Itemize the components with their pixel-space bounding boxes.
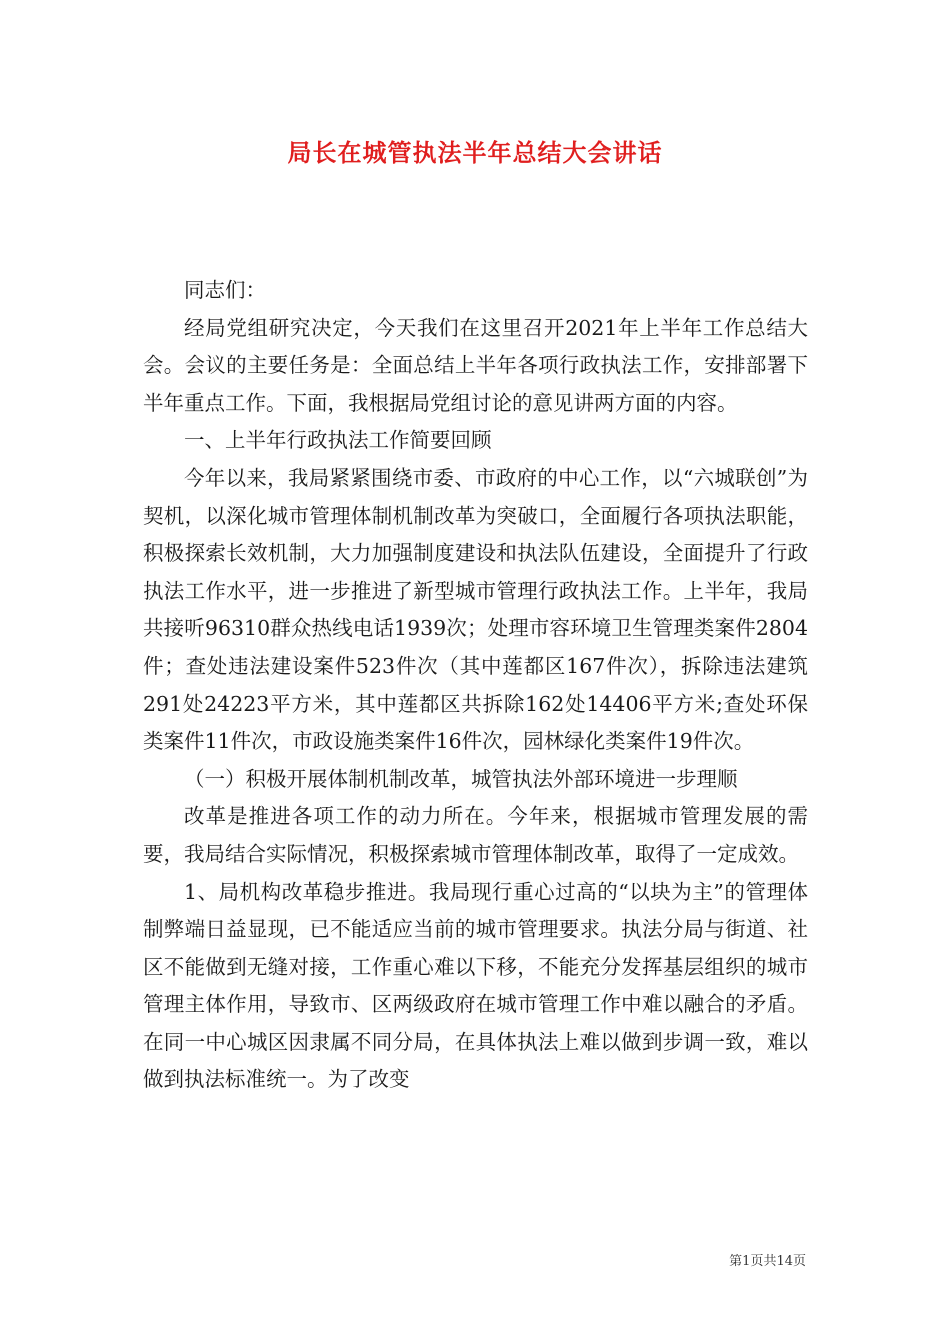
paragraph-intro: 经局党组研究决定，今天我们在这里召开2021年上半年工作总结大会。会议的主要任务是：全面总结上半年各项行政执法工作，安排部署下半年重点工作。下面，我根据局党组讨论的意见讲两方面的内容。 <box>143 315 808 415</box>
salutation: 同志们： <box>184 278 266 302</box>
document-body <box>143 272 808 1099</box>
page-indicator: 第1页共14页 <box>729 1254 806 1269</box>
paragraph-review: 今年以来，我局紧紧围绕市委、市政府的中心工作，以“六城联创”为契机，以深化城市管理体制机制改革为突破口，全面履行各项执法职能，积极探索长效机制，大力加强制度建设和执法队伍建设，全面提升了行政执法工作水平，进一步推进了新型城市管理行政执法工作。上半年，我局共接听96310群众热线电话1939次；处理市容环境卫生管理类案件2804件；查处违法建设案件523件次（其中莲都区167件次），拆除违法建筑291处24223平方米，其中莲都区共拆除162处14406平方米;查处环保类案件11件次，市政设施类案件16件次，园林绿化类案件19件次。 <box>143 465 808 754</box>
paragraph-item-1: 1、局机构改革稳步推进。我局现行重心过高的“以块为主”的管理体制弊端日益显现，已不能适应当前的城市管理要求。执法分局与街道、社区不能做到无缝对接，工作重心难以下移，不能充分发挥基层组织的城市管理主体作用，导致市、区两级政府在城市管理工作中难以融合的矛盾。在同一中心城区因隶属不同分局，在具体执法上难以做到步调一致，难以做到执法标准统一。为了改变 <box>143 879 808 1092</box>
paragraph-reform: 改革是推进各项工作的动力所在。今年来，根据城市管理发展的需要，我局结合实际情况，积极探索城市管理体制改革，取得了一定成效。 <box>143 804 808 866</box>
document-title: 局长在城管执法半年总结大会讲话 <box>287 138 663 167</box>
subsection-heading-1: （一）积极开展体制机制改革，城管执法外部环境进一步理顺 <box>184 766 738 791</box>
section-heading-1: 一、上半年行政执法工作简要回顾 <box>184 428 492 453</box>
